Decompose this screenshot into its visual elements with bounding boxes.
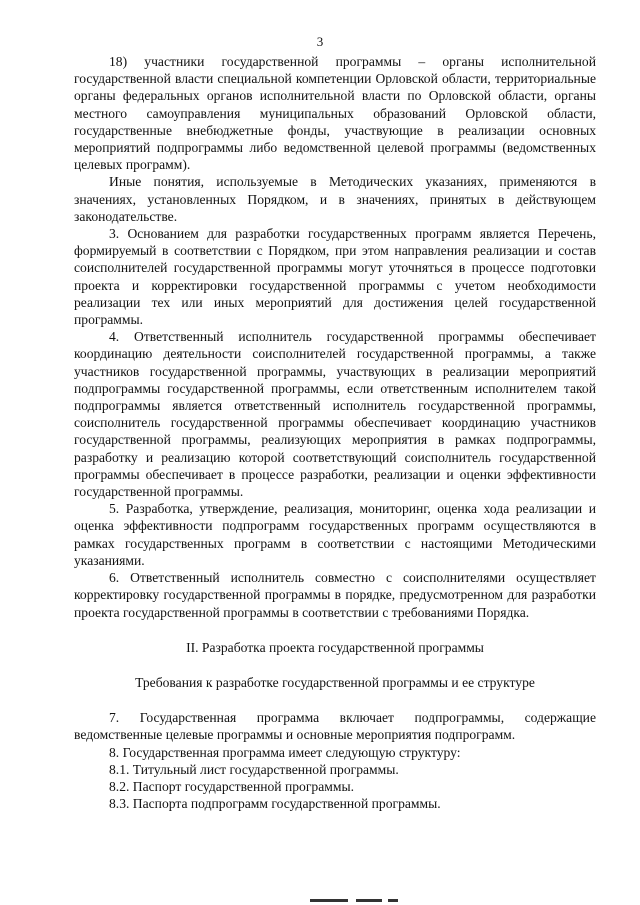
paragraph-7-program-contents: 7. Государственная программа включает подпрограммы, содержащие ведомственные целевые программы и основные мероприятия подпрограмм. <box>74 710 596 743</box>
list-item-8-2: 8.2. Паспорт государственной программы. <box>109 778 354 794</box>
document-body <box>74 53 596 812</box>
paragraph-4-responsible-executor: 4. Ответственный исполнитель государственной программы обеспечивает координацию деятельности соисполнителей государственной программы, а также участников государственной программы, участвующих в реализации мероприятий подпрограммы государственной программы, если ответственным исполнителем такой подпрограммы является ответственный исполнитель государственной программы, соисполнитель государственной программы обеспечивает координацию участников государственной программы, реализующих мероприятия в рамках подпрограммы, разработку и реализацию которой соответствующий соисполнитель государственной программы обеспечивает в процессе разработки, реализации и оценки эффективности государственной программы. <box>74 329 596 500</box>
scan-edge-marks <box>310 899 400 905</box>
list-item-8-3: 8.3. Паспорта подпрограмм государственной программы. <box>109 796 441 812</box>
paragraph-3-basis: 3. Основанием для разработки государственных программ является Перечень, формируемый в соответствии с Порядком, при этом направления реализации и состав соисполнителей государственной программы могут уточняться в процессе подготовки проекта и корректировки государственной программы с учетом необходимости реализации тех или иных мероприятий для достижения целей государственной программы. <box>74 226 596 328</box>
paragraph-6-adjustment: 6. Ответственный исполнитель совместно с соисполнителями осуществляет корректировку государственной программы в порядке, предусмотренном для разработки проекта государственной программы в соответствии с требованиями Порядка. <box>74 570 596 620</box>
paragraph-8-structure: 8. Государственная программа имеет следующую структуру: <box>109 744 461 760</box>
page-number: 3 <box>316 34 324 49</box>
list-item-8-1: 8.1. Титульный лист государственной программы. <box>109 761 399 777</box>
paragraph-5-development: 5. Разработка, утверждение, реализация, мониторинг, оценка хода реализации и оценка эффективности подпрограмм государственных программ осуществляются в рамках государственных программ в соответствии с настоящими Методическими указаниями. <box>74 501 596 568</box>
paragraph-other-terms: Иные понятия, используемые в Методических указаниях, применяются в значениях, установленных Порядком, и в значениях, принятых в действующем законодательстве. <box>74 174 596 224</box>
section-subheading: Требования к разработке государственной программы и ее структуре <box>135 674 535 690</box>
section-heading: II. Разработка проекта государственной программы <box>186 639 484 655</box>
paragraph-18-participants: 18) участники государственной программы – органы исполнительной государственной власти специальной компетенции Орловской области, территориальные органы федеральных органов исполнительной власти по Орловской области, органы местного самоуправления муниципальных образований Орловской области, государственные внебюджетные фонды, участвующие в реализации основных мероприятий подпрограммы либо ведомственной целевой программы (ведомственных целевых программ). <box>74 54 596 173</box>
